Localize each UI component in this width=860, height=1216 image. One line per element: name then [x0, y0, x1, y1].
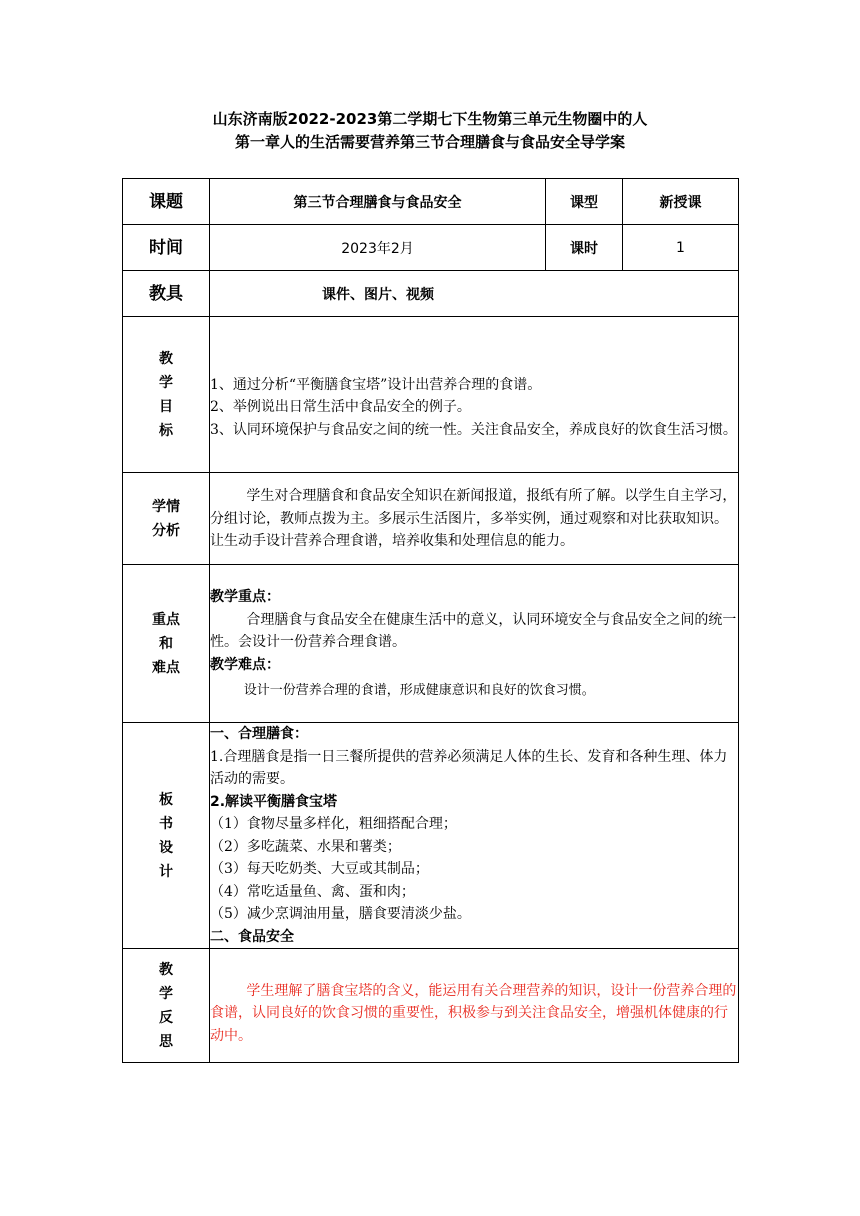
label-board-char: 板 [159, 791, 173, 808]
label-goals-char: 学 [159, 374, 173, 391]
focus-text: 合理膳食与食品安全在健康生活中的意义，认同环境安全与食品安全之间的统一性。会设计一份营养合理食谱。 [210, 611, 737, 651]
label-key-points-line: 重点 [152, 611, 180, 628]
value-topic: 第三节合理膳食与食品安全 [210, 179, 546, 225]
reflection-text: 学生理解了膳食宝塔的含义，能运用有关合理营养的知识，设计一份营养合理的食谱，认同良好的饮食习惯的重要性，积极参与到关注食品安全，增强机体健康的行动中。 [210, 982, 737, 1044]
label-lesson-type: 课型 [546, 179, 623, 225]
difficulty-text: 设计一份营养合理的食谱，形成健康意识和良好的饮食习惯。 [243, 683, 595, 699]
row-board-design [123, 723, 739, 949]
board-point2: 2.解读平衡膳食宝塔 [210, 793, 338, 810]
key-points-content [210, 565, 739, 723]
label-goals-char: 目 [159, 398, 173, 415]
board-section2: 二、食品安全 [210, 928, 294, 945]
row-reflection [123, 949, 739, 1063]
goal-item: 2、举例说出日常生活中食品安全的例子。 [210, 399, 471, 416]
label-reflection-char: 思 [159, 1033, 173, 1050]
analysis-text: 学生对合理膳食和食品安全知识在新闻报道，报纸有所了解。以学生自主学习，分组讨论，教师点拨为主。多展示生活图片，多举实例，通过观察和对比获取知识。让生动手设计营养合理食谱，培养收集和处理信息的能力。 [210, 488, 737, 550]
label-reflection [123, 949, 210, 1063]
row-key-points [123, 565, 739, 723]
row-teaching-aids [123, 271, 739, 317]
row-analysis [123, 473, 739, 565]
value-time: 2023年2月 [210, 225, 546, 271]
label-board-design [123, 723, 210, 949]
label-board-char: 设 [159, 839, 173, 856]
label-teaching-aids: 教具 [123, 271, 210, 317]
label-analysis-line: 分析 [152, 522, 180, 539]
goal-item: 1、通过分析“平衡膳食宝塔”设计出营养合理的食谱。 [210, 376, 542, 393]
reflection-content [210, 949, 739, 1063]
label-goals [123, 317, 210, 473]
row-topic [123, 179, 739, 225]
row-time [123, 225, 739, 271]
label-key-points-line: 难点 [152, 659, 180, 676]
difficulty-heading: 教学难点： [210, 656, 280, 673]
board-list-item: （5）减少烹调油用量，膳食要清淡少盐。 [210, 906, 471, 922]
label-time: 时间 [123, 225, 210, 271]
label-period: 课时 [546, 225, 623, 271]
board-point1: 1.合理膳食是指一日三餐所提供的营养必须满足人体的生长、发育和各种生理、体力活动的需要。 [210, 748, 728, 787]
value-lesson-type: 新授课 [623, 179, 739, 225]
label-key-points-line: 和 [159, 635, 173, 652]
board-list-item: （3）每天吃奶类、大豆或其制品； [210, 861, 429, 877]
label-analysis-line: 学情 [152, 498, 180, 515]
focus-heading: 教学重点： [210, 589, 280, 606]
board-section1: 一、合理膳食： [210, 726, 308, 742]
lesson-plan-table [122, 178, 739, 1063]
label-goals-char: 教 [159, 350, 173, 367]
board-list-item: （1）食物尽量多样化，粗细搭配合理； [210, 816, 457, 832]
board-content [210, 723, 739, 949]
label-board-char: 计 [159, 863, 173, 880]
board-list-item: （4）常吃适量鱼、禽、蛋和肉； [210, 883, 415, 900]
value-period: 1 [623, 225, 739, 271]
label-board-char: 书 [159, 815, 173, 832]
label-topic: 课题 [123, 179, 210, 225]
row-goals [123, 317, 739, 473]
label-reflection-char: 反 [159, 1009, 173, 1026]
label-goals-char: 标 [159, 422, 173, 439]
goals-content [210, 317, 739, 473]
label-analysis [123, 473, 210, 565]
goal-item: 3、认同环境保护与食品安之间的统一性。关注食品安全，养成良好的饮食生活习惯。 [210, 421, 737, 438]
board-list-item: （2）多吃蔬菜、水果和薯类； [210, 838, 401, 855]
label-reflection-char: 教 [159, 961, 173, 978]
value-teaching-aids: 课件、图片、视频 [210, 271, 739, 317]
document-title-line2: 第一章人的生活需要营养第三节合理膳食与食品安全导学案 [234, 133, 625, 151]
label-reflection-char: 学 [159, 985, 173, 1002]
document-title-line1: 山东济南版2022-2023第二学期七下生物第三单元生物圈中的人 [212, 110, 648, 128]
analysis-content [210, 473, 739, 565]
label-key-points [123, 565, 210, 723]
